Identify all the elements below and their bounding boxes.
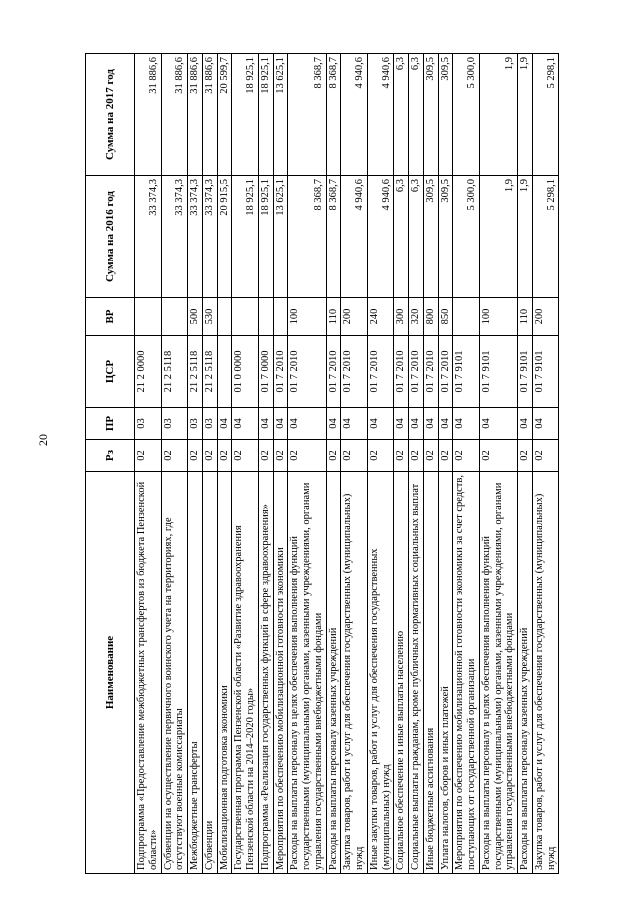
cell-name: Иные закупки товаров, работ и услуг для обеспечения государственных (муниципальных) нужд [367,472,394,874]
cell-pr: 04 [453,408,480,440]
cell-rz: 02 [288,440,326,472]
table-row [438,54,453,874]
cell-rz: 02 [423,440,438,472]
cell-pr: 04 [258,408,273,440]
cell-sum-2017: 20 599,7 [217,54,232,176]
cell-rz: 02 [341,440,368,472]
cell-csr: 01 7 2010 [326,336,341,408]
cell-rz: 02 [453,440,480,472]
cell-pr: 04 [394,408,409,440]
cell-sum-2017: 1,9 [479,54,517,176]
table-row [518,54,533,874]
cell-rz: 02 [394,440,409,472]
cell-sum-2017: 6,3 [394,54,409,176]
cell-pr: 03 [202,408,217,440]
cell-name: Государственная программа Пензенской области «Развитие здравоохранения Пензенской области на 2014–2020 годы» [232,472,259,874]
cell-name: Расходы на выплаты персоналу казенных учреждений [518,472,533,874]
cell-name: Расходы на выплаты персоналу в целях обеспечения выполнения функций государственными (муниципальными) органами, казенными учреждениями, органами управления государственными внебюджетными фондами [288,472,326,874]
cell-vr: 300 [394,298,409,336]
cell-rz: 02 [161,440,188,472]
table-row [394,54,409,874]
cell-csr: 21 2 5118 [202,336,217,408]
cell-name: Мобилизационная подготовка экономики [217,472,232,874]
cell-pr: 04 [326,408,341,440]
cell-vr [135,298,162,336]
cell-pr: 04 [532,408,559,440]
cell-rz: 02 [188,440,203,472]
table-row [135,54,162,874]
cell-name: Социальные выплаты гражданам, кроме публичных нормативных социальных выплат [409,472,424,874]
cell-csr: 01 7 2010 [367,336,394,408]
cell-sum-2017: 5 300,0 [453,54,480,176]
cell-sum-2017: 1,9 [518,54,533,176]
cell-pr: 04 [232,408,259,440]
cell-sum-2016: 33 374,3 [161,176,188,298]
cell-csr: 01 7 0000 [258,336,273,408]
table-row [367,54,394,874]
cell-vr: 850 [438,298,453,336]
table-row [409,54,424,874]
cell-sum-2016: 8 368,7 [326,176,341,298]
table-row [232,54,259,874]
cell-vr [232,298,259,336]
cell-sum-2016: 309,5 [423,176,438,298]
cell-vr: 800 [423,298,438,336]
cell-name: Межбюджетные трансферты [188,472,203,874]
cell-sum-2016: 6,3 [409,176,424,298]
cell-pr: 04 [341,408,368,440]
budget-table [85,53,559,874]
cell-sum-2016: 13 625,1 [273,176,288,298]
cell-sum-2016: 1,9 [479,176,517,298]
cell-name: Подпрограмма «Предоставление межбюджетных трансфертов из бюджета Пензенской области» [135,472,162,874]
cell-rz: 02 [273,440,288,472]
table-row [423,54,438,874]
cell-sum-2017: 309,5 [438,54,453,176]
cell-name: Мероприятия по обеспечению мобилизационной готовности экономики [273,472,288,874]
cell-csr: 21 2 0000 [135,336,162,408]
cell-pr: 03 [188,408,203,440]
cell-name: Субвенции [202,472,217,874]
cell-sum-2016: 20 915,5 [217,176,232,298]
table-row [288,54,326,874]
cell-name: Закупка товаров, работ и услуг для обеспечения государственных (муниципальных) нужд [532,472,559,874]
cell-sum-2017: 309,5 [423,54,438,176]
cell-csr: 01 0 0000 [232,336,259,408]
cell-name: Подпрограмма «Реализация государственных функций в сфере здравоохранения» [258,472,273,874]
cell-name: Иные бюджетные ассигнования [423,472,438,874]
cell-sum-2016: 6,3 [394,176,409,298]
cell-vr: 200 [341,298,368,336]
cell-name: Субвенции на осуществление первичного воинского учета на территориях, где отсутствуют военные комиссариаты [161,472,188,874]
cell-vr: 530 [202,298,217,336]
cell-sum-2016: 33 374,3 [135,176,162,298]
cell-vr [161,298,188,336]
cell-sum-2016: 309,5 [438,176,453,298]
table-row [453,54,480,874]
cell-sum-2017: 31 886,6 [161,54,188,176]
table-row [532,54,559,874]
cell-vr [258,298,273,336]
table-row [258,54,273,874]
table-header-row [86,54,135,874]
cell-pr: 04 [479,408,517,440]
cell-rz: 02 [409,440,424,472]
cell-sum-2016: 5 300,0 [453,176,480,298]
cell-sum-2016: 5 298,1 [532,176,559,298]
cell-sum-2017: 13 625,1 [273,54,288,176]
cell-csr: 01 7 2010 [341,336,368,408]
cell-vr: 110 [326,298,341,336]
cell-rz: 02 [438,440,453,472]
cell-csr: 01 7 9101 [453,336,480,408]
cell-pr: 04 [423,408,438,440]
cell-vr: 100 [479,298,517,336]
cell-csr: 01 7 2010 [288,336,326,408]
cell-sum-2017: 18 925,1 [232,54,259,176]
cell-name: Социальное обеспечение и иные выплаты населению [394,472,409,874]
cell-rz: 02 [518,440,533,472]
page-number: 20 [36,434,50,446]
cell-rz: 02 [367,440,394,472]
cell-pr: 03 [161,408,188,440]
cell-sum-2016: 18 925,1 [232,176,259,298]
cell-sum-2017: 8 368,7 [288,54,326,176]
cell-vr: 240 [367,298,394,336]
cell-pr: 04 [367,408,394,440]
cell-csr: 01 7 9101 [479,336,517,408]
rotated-page [85,54,605,874]
cell-sum-2017: 8 368,7 [326,54,341,176]
cell-pr: 04 [438,408,453,440]
cell-vr [273,298,288,336]
table-row [188,54,203,874]
cell-csr: 01 7 9101 [518,336,533,408]
cell-rz: 02 [217,440,232,472]
table-row [341,54,368,874]
cell-sum-2016: 1,9 [518,176,533,298]
cell-sum-2016: 8 368,7 [288,176,326,298]
cell-csr: 21 2 5118 [161,336,188,408]
cell-name: Расходы на выплаты персоналу в целях обеспечения выполнения функций государственными (муниципальными) органами, казенными учреждениями, органами управления государственными внебюджетными фондами [479,472,517,874]
table-row [202,54,217,874]
cell-vr: 100 [288,298,326,336]
cell-rz: 02 [202,440,217,472]
cell-rz: 02 [135,440,162,472]
table-row [326,54,341,874]
cell-csr: 21 2 5118 [188,336,203,408]
cell-sum-2016: 18 925,1 [258,176,273,298]
cell-csr: 01 7 2010 [423,336,438,408]
cell-sum-2017: 4 940,6 [341,54,368,176]
cell-pr: 03 [135,408,162,440]
cell-sum-2017: 31 886,6 [135,54,162,176]
cell-sum-2016: 33 374,3 [202,176,217,298]
cell-csr: 01 7 2010 [438,336,453,408]
table-row [217,54,232,874]
cell-sum-2017: 31 886,6 [202,54,217,176]
cell-csr [217,336,232,408]
cell-vr: 200 [532,298,559,336]
cell-sum-2017: 31 886,6 [188,54,203,176]
cell-vr: 320 [409,298,424,336]
cell-name: Закупка товаров, работ и услуг для обеспечения государственных (муниципальных) нужд [341,472,368,874]
cell-rz: 02 [326,440,341,472]
cell-vr [453,298,480,336]
cell-pr: 04 [409,408,424,440]
header-sum-2017: Сумма на 2017 год [86,54,135,176]
cell-csr: 01 7 2010 [409,336,424,408]
cell-pr: 04 [288,408,326,440]
header-csr: ЦСР [86,336,135,408]
cell-vr: 110 [518,298,533,336]
cell-rz: 02 [232,440,259,472]
cell-rz: 02 [479,440,517,472]
cell-pr: 04 [273,408,288,440]
cell-sum-2017: 6,3 [409,54,424,176]
header-vr: ВР [86,298,135,336]
cell-name: Расходы на выплаты персоналу казенных учреждений [326,472,341,874]
cell-sum-2017: 18 925,1 [258,54,273,176]
cell-name: Мероприятия по обеспечению мобилизационной готовности экономики за счет средств, поступающих от государственной организации [453,472,480,874]
cell-pr: 04 [518,408,533,440]
cell-sum-2016: 4 940,6 [367,176,394,298]
header-pr: ПР [86,408,135,440]
header-rz: Рз [86,440,135,472]
cell-pr: 04 [217,408,232,440]
cell-rz: 02 [532,440,559,472]
cell-sum-2017: 5 298,1 [532,54,559,176]
cell-csr: 01 7 9101 [532,336,559,408]
cell-vr [217,298,232,336]
table-row [479,54,517,874]
header-sum-2016: Сумма на 2016 год [86,176,135,298]
cell-vr: 500 [188,298,203,336]
cell-sum-2017: 4 940,6 [367,54,394,176]
header-name: Наименование [86,472,135,874]
cell-rz: 02 [258,440,273,472]
cell-name: Уплата налогов, сборов и иных платежей [438,472,453,874]
table-row [161,54,188,874]
table-row [273,54,288,874]
cell-sum-2016: 33 374,3 [188,176,203,298]
cell-sum-2016: 4 940,6 [341,176,368,298]
cell-csr: 01 7 2010 [394,336,409,408]
cell-csr: 01 7 2010 [273,336,288,408]
